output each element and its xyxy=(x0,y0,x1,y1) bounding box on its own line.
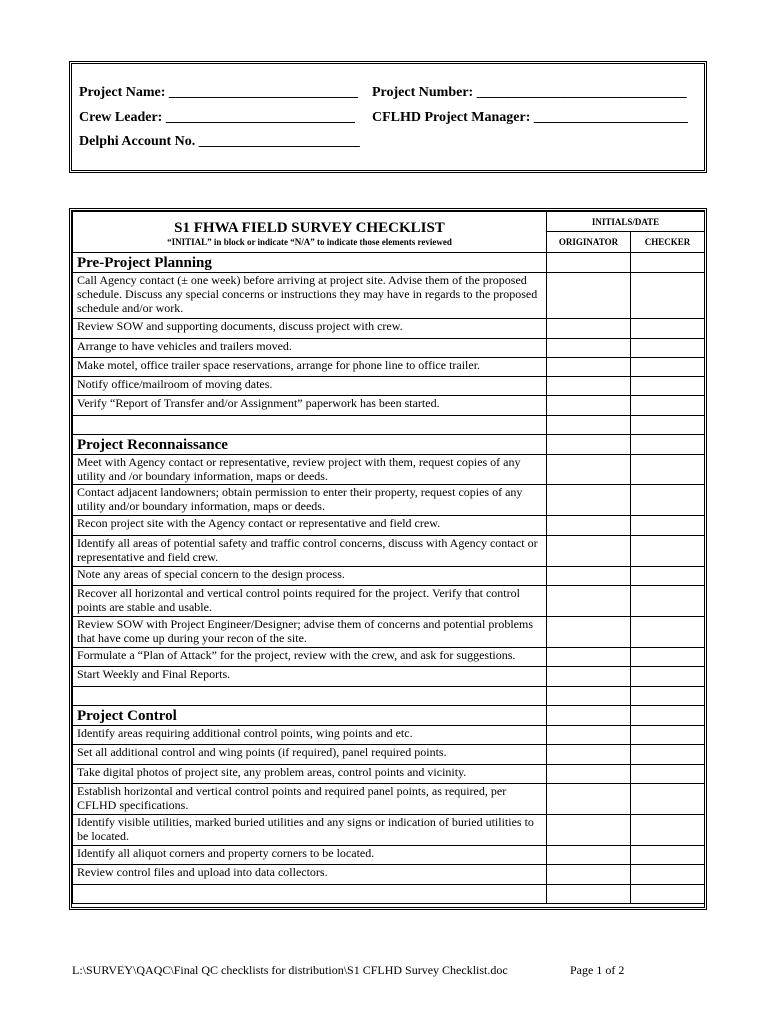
page-number: Page 1 of 2 xyxy=(570,963,625,977)
item-text: Start Weekly and Final Reports. xyxy=(73,667,547,687)
project-number-field[interactable]: Project Number: ______________________________ xyxy=(372,85,687,100)
checker-initials-cell[interactable] xyxy=(631,536,705,567)
checklist-item-row xyxy=(73,765,705,784)
item-text: Review SOW with Project Engineer/Designer; advise them of concerns and potential problems that have come up during your recon of the site. xyxy=(73,617,547,648)
checker-initials-cell[interactable] xyxy=(631,396,705,416)
checklist-item-row xyxy=(73,815,705,846)
originator-initials-cell[interactable] xyxy=(547,865,631,885)
crew-leader-field[interactable]: Crew Leader: ___________________________ xyxy=(79,110,355,125)
originator-initials-cell[interactable] xyxy=(547,536,631,567)
item-text xyxy=(73,885,547,904)
item-text: Notify office/mailroom of moving dates. xyxy=(73,377,547,396)
checklist-item-row xyxy=(73,667,705,687)
originator-initials-cell[interactable] xyxy=(547,667,631,687)
section-title: Project Control xyxy=(73,706,547,726)
checker-initials-cell[interactable] xyxy=(631,319,705,339)
checker-initials-cell[interactable] xyxy=(631,667,705,687)
originator-initials-cell[interactable] xyxy=(547,784,631,815)
originator-initials-cell[interactable] xyxy=(547,358,631,377)
checker-initials-cell[interactable] xyxy=(631,273,705,319)
originator-initials-cell[interactable] xyxy=(547,435,631,455)
blank-row xyxy=(73,416,705,435)
checklist-rows xyxy=(73,253,705,904)
item-text: Review control files and upload into data collectors. xyxy=(73,865,547,885)
originator-initials-cell[interactable] xyxy=(547,416,631,435)
originator-initials-cell[interactable] xyxy=(547,273,631,319)
item-text: Formulate a “Plan of Attack” for the project, review with the crew, and ask for suggestions. xyxy=(73,648,547,667)
originator-initials-cell[interactable] xyxy=(547,617,631,648)
checker-initials-cell[interactable] xyxy=(631,865,705,885)
checklist-item-row xyxy=(73,516,705,536)
originator-initials-cell[interactable] xyxy=(547,648,631,667)
checklist-item-row xyxy=(73,865,705,885)
checker-initials-cell[interactable] xyxy=(631,455,705,485)
checker-initials-cell[interactable] xyxy=(631,586,705,617)
checker-initials-cell[interactable] xyxy=(631,648,705,667)
checker-initials-cell[interactable] xyxy=(631,377,705,396)
item-text: Review SOW and supporting documents, discuss project with crew. xyxy=(73,319,547,339)
item-text: Verify “Report of Transfer and/or Assignment” paperwork has been started. xyxy=(73,396,547,416)
checker-initials-cell[interactable] xyxy=(631,765,705,784)
checklist-item-row xyxy=(73,567,705,586)
checker-initials-cell[interactable] xyxy=(631,846,705,865)
originator-header: ORIGINATOR xyxy=(547,232,631,253)
item-text: Identify all aliquot corners and property corners to be located. xyxy=(73,846,547,865)
checker-initials-cell[interactable] xyxy=(631,516,705,536)
originator-initials-cell[interactable] xyxy=(547,815,631,846)
section-header-row xyxy=(73,435,705,455)
checklist-item-row xyxy=(73,358,705,377)
originator-initials-cell[interactable] xyxy=(547,567,631,586)
item-text: Arrange to have vehicles and trailers moved. xyxy=(73,339,547,358)
originator-initials-cell[interactable] xyxy=(547,765,631,784)
checker-initials-cell[interactable] xyxy=(631,617,705,648)
item-text: Note any areas of special concern to the design process. xyxy=(73,567,547,586)
originator-initials-cell[interactable] xyxy=(547,377,631,396)
item-text: Call Agency contact (± one week) before arriving at project site. Advise them of the proposed schedule. Discuss any special concerns or instructions they may have in regards to the proposed schedule and/or work. xyxy=(73,273,547,319)
item-text: Identify areas requiring additional control points, wing points and etc. xyxy=(73,726,547,745)
item-text: Identify all areas of potential safety and traffic control concerns, discuss with Agency contact or representative and field crew. xyxy=(73,536,547,567)
checklist-item-row xyxy=(73,319,705,339)
checklist-item-row xyxy=(73,455,705,485)
checker-initials-cell[interactable] xyxy=(631,815,705,846)
checklist-item-row xyxy=(73,339,705,358)
item-text: Identify visible utilities, marked buried utilities and any signs or indication of buried utilities to be located. xyxy=(73,815,547,846)
project-info-box xyxy=(69,61,707,173)
checklist-item-row xyxy=(73,726,705,745)
checklist-item-row xyxy=(73,396,705,416)
checker-initials-cell[interactable] xyxy=(631,339,705,358)
checker-initials-cell[interactable] xyxy=(631,784,705,815)
item-text: Establish horizontal and vertical control points and required panel points, as required, per CFLHD specifications. xyxy=(73,784,547,815)
originator-initials-cell[interactable] xyxy=(547,319,631,339)
originator-initials-cell[interactable] xyxy=(547,253,631,273)
project-name-field[interactable]: Project Name: ___________________________ xyxy=(79,85,358,100)
checklist-title: S1 FHWA FIELD SURVEY CHECKLIST xyxy=(174,219,445,236)
section-header-row xyxy=(73,253,705,273)
checklist-item-row xyxy=(73,745,705,765)
checklist-title-cell xyxy=(73,212,547,253)
checklist-item-row xyxy=(73,485,705,516)
section-title: Pre-Project Planning xyxy=(73,253,547,273)
checklist-item-row xyxy=(73,586,705,617)
file-path: L:\SURVEY\QAQC\Final QC checklists for distribution\S1 CFLHD Survey Checklist.doc xyxy=(72,963,508,977)
checker-initials-cell[interactable] xyxy=(631,485,705,516)
originator-initials-cell[interactable] xyxy=(547,455,631,485)
item-text: Make motel, office trailer space reservations, arrange for phone line to office trailer. xyxy=(73,358,547,377)
delphi-account-field[interactable]: Delphi Account No. _______________________ xyxy=(79,134,360,149)
originator-initials-cell[interactable] xyxy=(547,846,631,865)
cflhd-project-manager-field[interactable]: CFLHD Project Manager: ______________________ xyxy=(372,110,688,125)
checklist-item-row xyxy=(73,648,705,667)
item-text xyxy=(73,687,547,706)
originator-initials-cell[interactable] xyxy=(547,745,631,765)
checklist-item-row xyxy=(73,846,705,865)
checklist-item-row xyxy=(73,617,705,648)
checklist-table xyxy=(72,211,705,904)
checklist-item-row xyxy=(73,377,705,396)
item-text: Set all additional control and wing points (if required), panel required points. xyxy=(73,745,547,765)
originator-initials-cell[interactable] xyxy=(547,726,631,745)
checker-initials-cell[interactable] xyxy=(631,358,705,377)
checklist-box xyxy=(69,208,707,910)
checker-initials-cell[interactable] xyxy=(631,745,705,765)
item-text xyxy=(73,416,547,435)
item-text: Recover all horizontal and vertical control points required for the project. Verify that control points are stable and usable. xyxy=(73,586,547,617)
checker-header: CHECKER xyxy=(631,232,705,253)
checklist-item-row xyxy=(73,273,705,319)
blank-row xyxy=(73,687,705,706)
checker-initials-cell[interactable] xyxy=(631,706,705,726)
item-text: Recon project site with the Agency contact or representative and field crew. xyxy=(73,516,547,536)
originator-initials-cell[interactable] xyxy=(547,885,631,904)
checklist-instructions: “INITIAL” in block or indicate “N/A” to indicate those elements reviewed xyxy=(167,236,452,247)
originator-initials-cell[interactable] xyxy=(547,396,631,416)
section-title: Project Reconnaissance xyxy=(73,435,547,455)
originator-initials-cell[interactable] xyxy=(547,485,631,516)
originator-initials-cell[interactable] xyxy=(547,516,631,536)
checker-initials-cell[interactable] xyxy=(631,435,705,455)
checker-initials-cell[interactable] xyxy=(631,416,705,435)
checker-initials-cell[interactable] xyxy=(631,885,705,904)
item-text: Take digital photos of project site, any problem areas, control points and vicinity. xyxy=(73,765,547,784)
item-text: Contact adjacent landowners; obtain permission to enter their property, request copies of any utility and/or boundary information, maps or deeds. xyxy=(73,485,547,516)
checker-initials-cell[interactable] xyxy=(631,687,705,706)
item-text: Meet with Agency contact or representative, review project with them, request copies of any utility and /or boundary information, maps or deeds. xyxy=(73,455,547,485)
section-header-row xyxy=(73,706,705,726)
originator-initials-cell[interactable] xyxy=(547,339,631,358)
blank-row xyxy=(73,885,705,904)
originator-initials-cell[interactable] xyxy=(547,586,631,617)
checker-initials-cell[interactable] xyxy=(631,726,705,745)
checker-initials-cell[interactable] xyxy=(631,567,705,586)
originator-initials-cell[interactable] xyxy=(547,687,631,706)
checklist-item-row xyxy=(73,536,705,567)
originator-initials-cell[interactable] xyxy=(547,706,631,726)
checklist-item-row xyxy=(73,784,705,815)
checker-initials-cell[interactable] xyxy=(631,253,705,273)
initials-date-header: INITIALS/DATE xyxy=(547,212,705,232)
